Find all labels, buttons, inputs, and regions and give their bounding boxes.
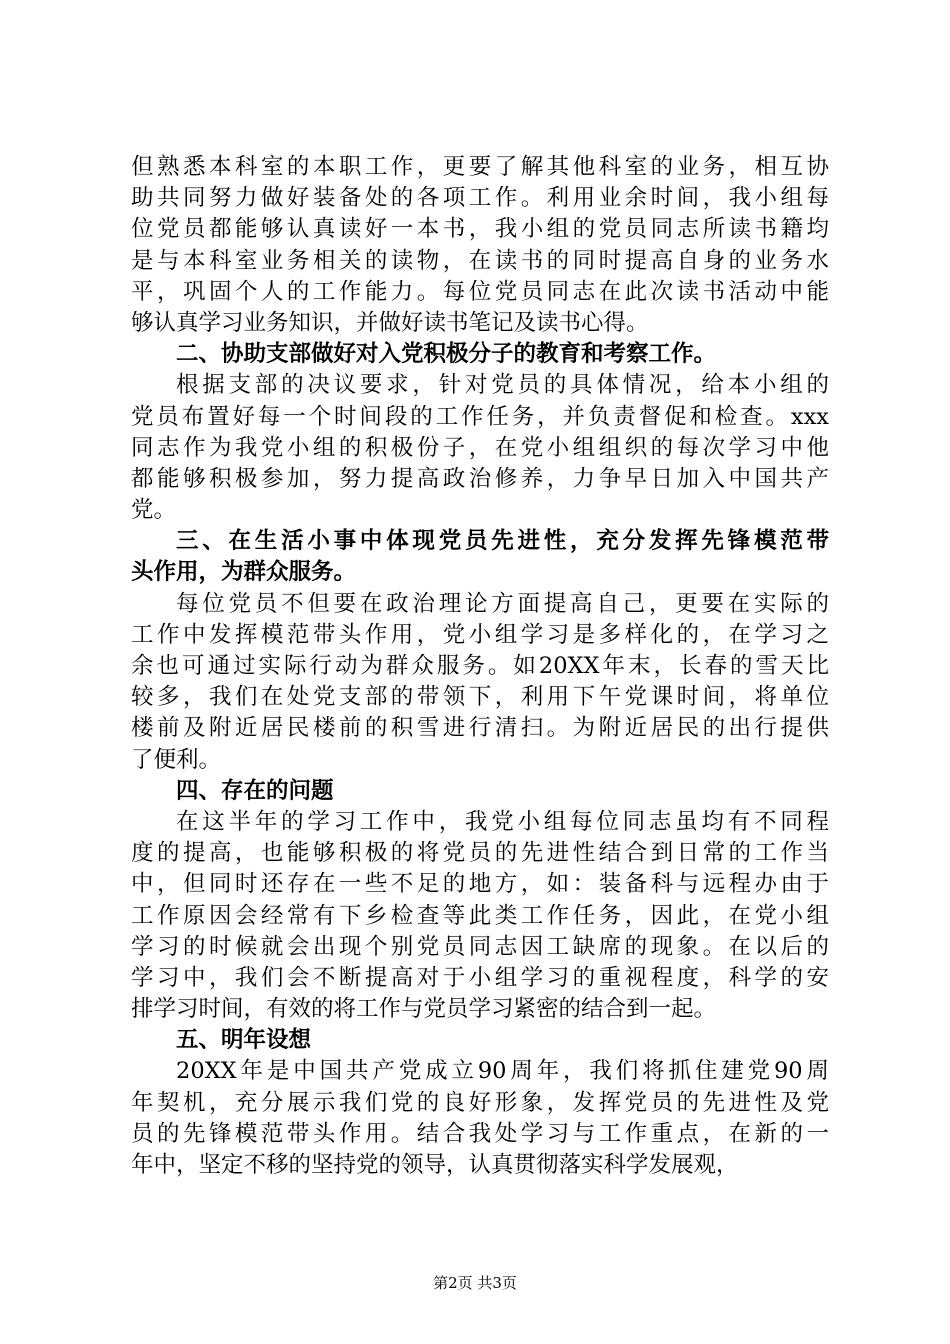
paragraph-line: 年中，坚定不移的坚持党的领导，认真贯彻落实科学发展观，: [131, 1152, 739, 1178]
section-heading-line: 二、协助支部做好对入党积极分子的教育和考察工作。: [176, 341, 717, 368]
document-body: [131, 152, 829, 1181]
paragraph-line: 党员布置好每一个时间段的工作任务，并负责督促和检查。xxx: [131, 403, 829, 430]
paragraph-line: 都能够积极参加，努力提高政治修养，力争早日加入中国共产: [131, 465, 829, 492]
paragraph-line: 度的提高，也能够积极的将党员的先进性结合到日常的工作当: [131, 840, 829, 867]
paragraph-line: 根据支部的决议要求，针对党员的具体情况，给本小组的: [176, 372, 829, 399]
paragraph-line: 年契机，充分展示我们党的良好形象，发挥党员的先进性及党: [131, 1089, 829, 1116]
paragraph-line: 员的先锋模范带头作用。结合我处学习与工作重点，在新的一: [131, 1120, 829, 1147]
paragraph-line: 排学习时间，有效的将工作与党员学习紧密的结合到一起。: [131, 996, 717, 1023]
paragraph-line: 党。: [131, 497, 177, 524]
paragraph-line: 了便利。: [131, 746, 222, 773]
paragraph-line: 平，巩固个人的工作能力。每位党员同志在此次读书活动中能: [131, 278, 829, 305]
paragraph-line: 每位党员不但要在政治理论方面提高自己，更要在实际的: [176, 590, 829, 617]
section-heading-line: 头作用，为群众服务。: [131, 559, 357, 586]
paragraph-line: 20XX年是中国共产党成立90周年，我们将抓住建党90周: [176, 1058, 829, 1085]
section-heading-line: 四、存在的问题: [176, 777, 334, 804]
paragraph-line: 工作中发挥模范带头作用，党小组学习是多样化的，在学习之: [131, 621, 829, 648]
paragraph-line: 在这半年的学习工作中，我党小组每位同志虽均有不同程: [176, 808, 829, 835]
paragraph-line: 学习中，我们会不断提高对于小组学习的重视程度，科学的安: [131, 964, 829, 991]
paragraph-line: 楼前及附近居民楼前的积雪进行清扫。为附近居民的出行提供: [131, 715, 829, 742]
paragraph-line: 学习的时候就会出现个别党员同志因工缺席的现象。在以后的: [131, 933, 829, 960]
paragraph-line: 位党员都能够认真读好一本书，我小组的党员同志所读书籍均: [131, 216, 829, 243]
paragraph-line: 是与本科室业务相关的读物，在读书的同时提高自身的业务水: [131, 247, 829, 274]
paragraph-line: 同志作为我党小组的积极份子，在党小组组织的每次学习中他: [131, 434, 829, 461]
paragraph-line: 助共同努力做好装备处的各项工作。利用业余时间，我小组每: [131, 185, 829, 212]
paragraph-line: 够认真学习业务知识，并做好读书笔记及读书心得。: [131, 309, 649, 336]
paragraph-line: 但熟悉本科室的本职工作，更要了解其他科室的业务，相互协: [131, 154, 829, 180]
paragraph-line: 工作原因会经常有下乡检查等此类工作任务，因此，在党小组: [131, 902, 829, 929]
section-heading-line: 三、在生活小事中体现党员先进性，充分发挥先锋模范带: [176, 528, 829, 555]
paragraph-line: 余也可通过实际行动为群众服务。如20XX年末，长春的雪天比: [131, 653, 829, 679]
page-footer: 第2页 共3页: [433, 1274, 517, 1292]
paragraph-line: 较多，我们在处党支部的带领下，利用下午党课时间，将单位: [131, 684, 829, 711]
paragraph-line: 中，但同时还存在一些不足的地方，如：装备科与远程办由于: [131, 871, 829, 898]
section-heading-line: 五、明年设想: [176, 1027, 312, 1054]
